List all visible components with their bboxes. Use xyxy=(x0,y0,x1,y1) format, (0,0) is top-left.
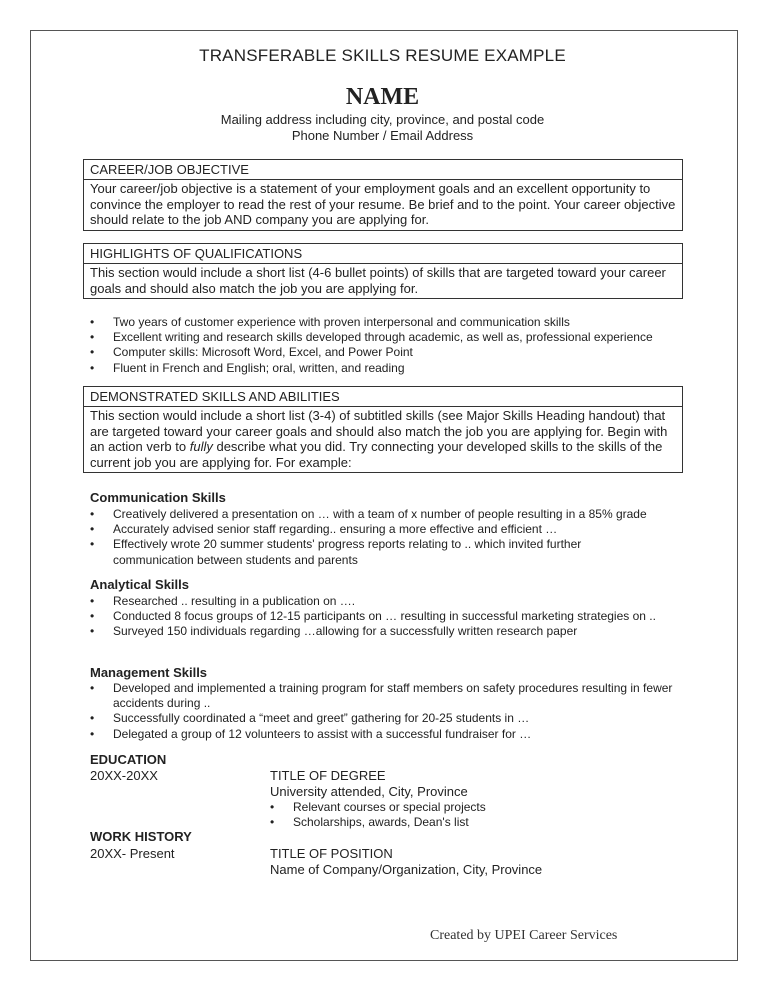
objective-section xyxy=(83,159,683,231)
work-dates: 20XX- Present xyxy=(90,846,175,861)
section-heading: CAREER/JOB OBJECTIVE xyxy=(84,160,682,180)
list-item: • Scholarships, awards, Dean's list xyxy=(270,815,670,830)
document-title: TRANSFERABLE SKILLS RESUME EXAMPLE xyxy=(199,46,566,65)
list-item: • Creatively delivered a presentation on … with a team of x number of people resulting in a 85% grade xyxy=(90,507,690,522)
section-text xyxy=(84,407,682,472)
skill-list xyxy=(90,681,690,742)
highlights-section xyxy=(83,243,683,299)
list-item: • Accurately advised senior staff regarding.. ensuring a more effective and efficient … xyxy=(90,522,690,537)
section-text: Your career/job objective is a statement of your employment goals and an excellent opportunity to convince the employer to read the rest of your resume. Be brief and to the point. Your career objective should relate to the job AND company you are applying for. xyxy=(90,181,676,228)
list-item: • Excellent writing and research skills developed through academic, as well as, professional experience xyxy=(90,330,690,345)
list-item: • Researched .. resulting in a publication on …. xyxy=(90,594,690,609)
list-item: • Surveyed 150 individuals regarding …allowing for a successfully written research paper xyxy=(90,624,690,639)
text-part: describe what you did. Try connecting your developed skills to the skills of the current job you are applying for. For example: xyxy=(90,439,663,470)
credit-line: Created by UPEI Career Services xyxy=(430,928,618,943)
applicant-name: NAME xyxy=(345,84,420,110)
skill-group-title: Communication Skills xyxy=(90,490,226,505)
list-item: • Two years of customer experience with proven interpersonal and communication skills xyxy=(90,315,690,330)
skill-group-title: Analytical Skills xyxy=(90,577,189,592)
list-item: • Conducted 8 focus groups of 12-15 participants on … resulting in successful marketing strategies on .. xyxy=(90,609,690,624)
company: Name of Company/Organization, City, Province xyxy=(270,862,543,877)
list-item: • Delegated a group of 12 volunteers to assist with a successful fundraiser for … xyxy=(90,727,690,742)
section-heading: DEMONSTRATED SKILLS AND ABILITIES xyxy=(84,387,682,407)
education-heading: EDUCATION xyxy=(90,752,167,767)
list-item: • Effectively wrote 20 summer students' progress reports relating to .. which invited further communication between students and parents xyxy=(90,537,690,567)
list-item: • Fluent in French and English; oral, written, and reading xyxy=(90,361,690,376)
section-text: This section would include a short list (4-6 bullet points) of skills that are targeted toward your career goals and should also match the job you are applying for. xyxy=(90,265,666,296)
highlights-list xyxy=(90,315,690,376)
text-part: This section would include a short list (3-4) of subtitled skills (see Major Skills Heading handout) that are targeted toward your career goals and should also match the job you are applying for. Begin with an action verb to xyxy=(90,408,668,455)
list-item: • Computer skills: Microsoft Word, Excel, and Power Point xyxy=(90,345,690,360)
position-title: TITLE OF POSITION xyxy=(270,846,393,861)
list-item: • Developed and implemented a training program for staff members on safety procedures resulting in fewer accidents during .. xyxy=(90,681,690,711)
skill-list xyxy=(90,507,690,568)
skills-section xyxy=(83,386,683,473)
list-item: • Successfully coordinated a “meet and greet” gathering for 20-25 students in … xyxy=(90,711,690,726)
emphasis: fully xyxy=(189,439,213,455)
school: University attended, City, Province xyxy=(270,784,468,799)
skill-group-title: Management Skills xyxy=(90,665,208,680)
work-heading: WORK HISTORY xyxy=(90,829,192,844)
education-list xyxy=(270,800,670,830)
degree-title: TITLE OF DEGREE xyxy=(270,768,386,783)
list-item: • Relevant courses or special projects xyxy=(270,800,670,815)
mailing-address: Mailing address including city, province, and postal code xyxy=(220,112,545,127)
skill-list xyxy=(90,594,690,640)
phone-email: Phone Number / Email Address xyxy=(291,128,474,143)
education-dates: 20XX-20XX xyxy=(90,768,158,783)
section-heading: HIGHLIGHTS OF QUALIFICATIONS xyxy=(84,244,682,264)
